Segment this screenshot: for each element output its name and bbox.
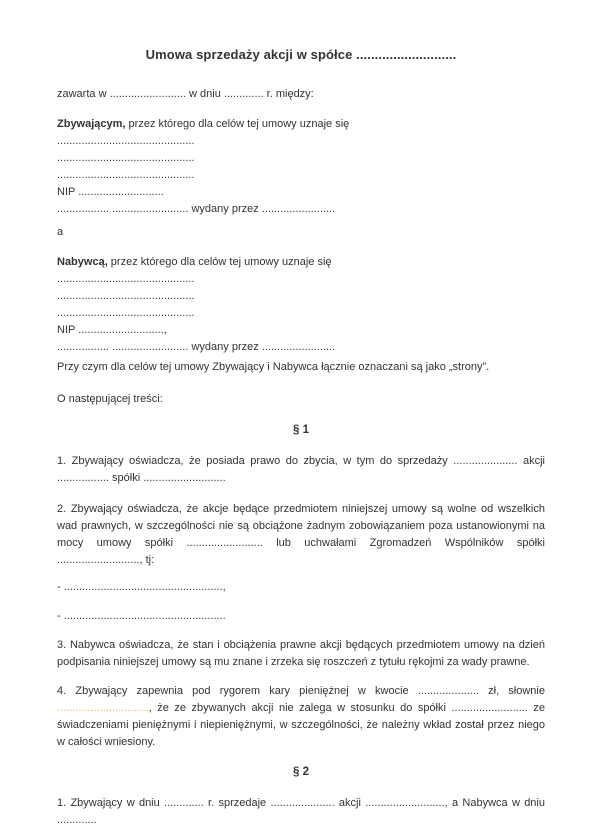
buyer-id-line: ................. ......................... wydany przez ........................ — [57, 341, 336, 353]
seller-designation — [57, 116, 545, 133]
fill-line: ............................................. — [57, 135, 195, 147]
parties-note: Przy czym dla celów tej umowy Zbywający i Nabywca łącznie oznaczani są jako „strony”. — [57, 361, 490, 373]
seller-nip-line: NIP ............................ — [57, 186, 164, 198]
preamble: O następującej treści: — [57, 393, 163, 405]
seller-designation-lead: Zbywającym, — [57, 118, 126, 130]
fill-line: ............................................. — [57, 169, 195, 181]
section-1-clause-2: 2. Zbywający oświadcza, że akcje będące przedmiotem niniejszej umowy są wolne od wszelkich wad prawnych, w szczególności nie są obciążone żadnym zobowiązaniem poza ustanowionymi na mocy umowy spółki ......................... lub uchwałami Zgromadzeń Wspólników spółki ..........................., tj: — [57, 503, 545, 566]
conjunction: a — [57, 226, 64, 238]
fill-line: ............................................. — [57, 152, 195, 164]
section-2-heading: § 2 — [293, 766, 309, 778]
buyer-section — [57, 254, 545, 356]
fill-line: ............................................. — [57, 273, 195, 285]
section-1-clause-3: 3. Nabywca oświadcza, że stan i obciążenia prawne akcji będących przedmiotem umowy na dzień podpisania niniejszej umowy są mu znane i zrzeka się roszczeń z tytułu rękojmi za wady prawne. — [57, 639, 545, 668]
clause-4-highlighted-dots: .............................. — [57, 702, 149, 714]
contract-title: Umowa sprzedaży akcji w spółce ........................... — [145, 47, 457, 62]
clause-4-text-after: , że ze zbywanych akcji nie zalega w stosunku do spółki ......................... ze świadczeniami pieniężnymi i niepieniężnymi, w szczególności, że należny wkład został przez niego w całości wniesiony. — [57, 702, 545, 748]
section-1-list-item-1: - ...................................................., — [57, 581, 226, 593]
clause-4-text-before: 4. Zbywający zapewnia pod rygorem kary pieniężnej w kwocie .................... zł, słownie — [57, 685, 545, 697]
fill-line: ............................................. — [57, 307, 195, 319]
seller-section — [57, 116, 545, 218]
section-1-list-item-2: - ..................................................... — [57, 610, 226, 622]
buyer-nip-line: NIP ............................, — [57, 324, 167, 336]
section-1-clause-1: 1. Zbywający oświadcza, że posiada prawo do zbycia, w tym do sprzedaży ..................... akcji ................. spółki ........................... — [57, 455, 545, 484]
buyer-designation-lead: Nabywcą, — [57, 256, 108, 268]
buyer-designation — [57, 254, 545, 271]
buyer-designation-rest: przez którego dla celów tej umowy uznaje się — [107, 256, 332, 268]
section-1-clause-4 — [57, 683, 545, 751]
seller-designation-rest: przez którego dla celów tej umowy uznaje się — [125, 118, 350, 130]
section-1-heading: § 1 — [293, 424, 309, 436]
seller-id-line: ................. ......................... wydany przez ........................ — [57, 203, 336, 215]
section-2-clause-1: 1. Zbywający w dniu ............. r. sprzedaje ..................... akcji .........................., a Nabywca w dniu ............. — [57, 797, 545, 825]
fill-line: ............................................. — [57, 290, 195, 302]
intro-line: zawarta w ......................... w dniu ............. r. między: — [57, 88, 314, 100]
